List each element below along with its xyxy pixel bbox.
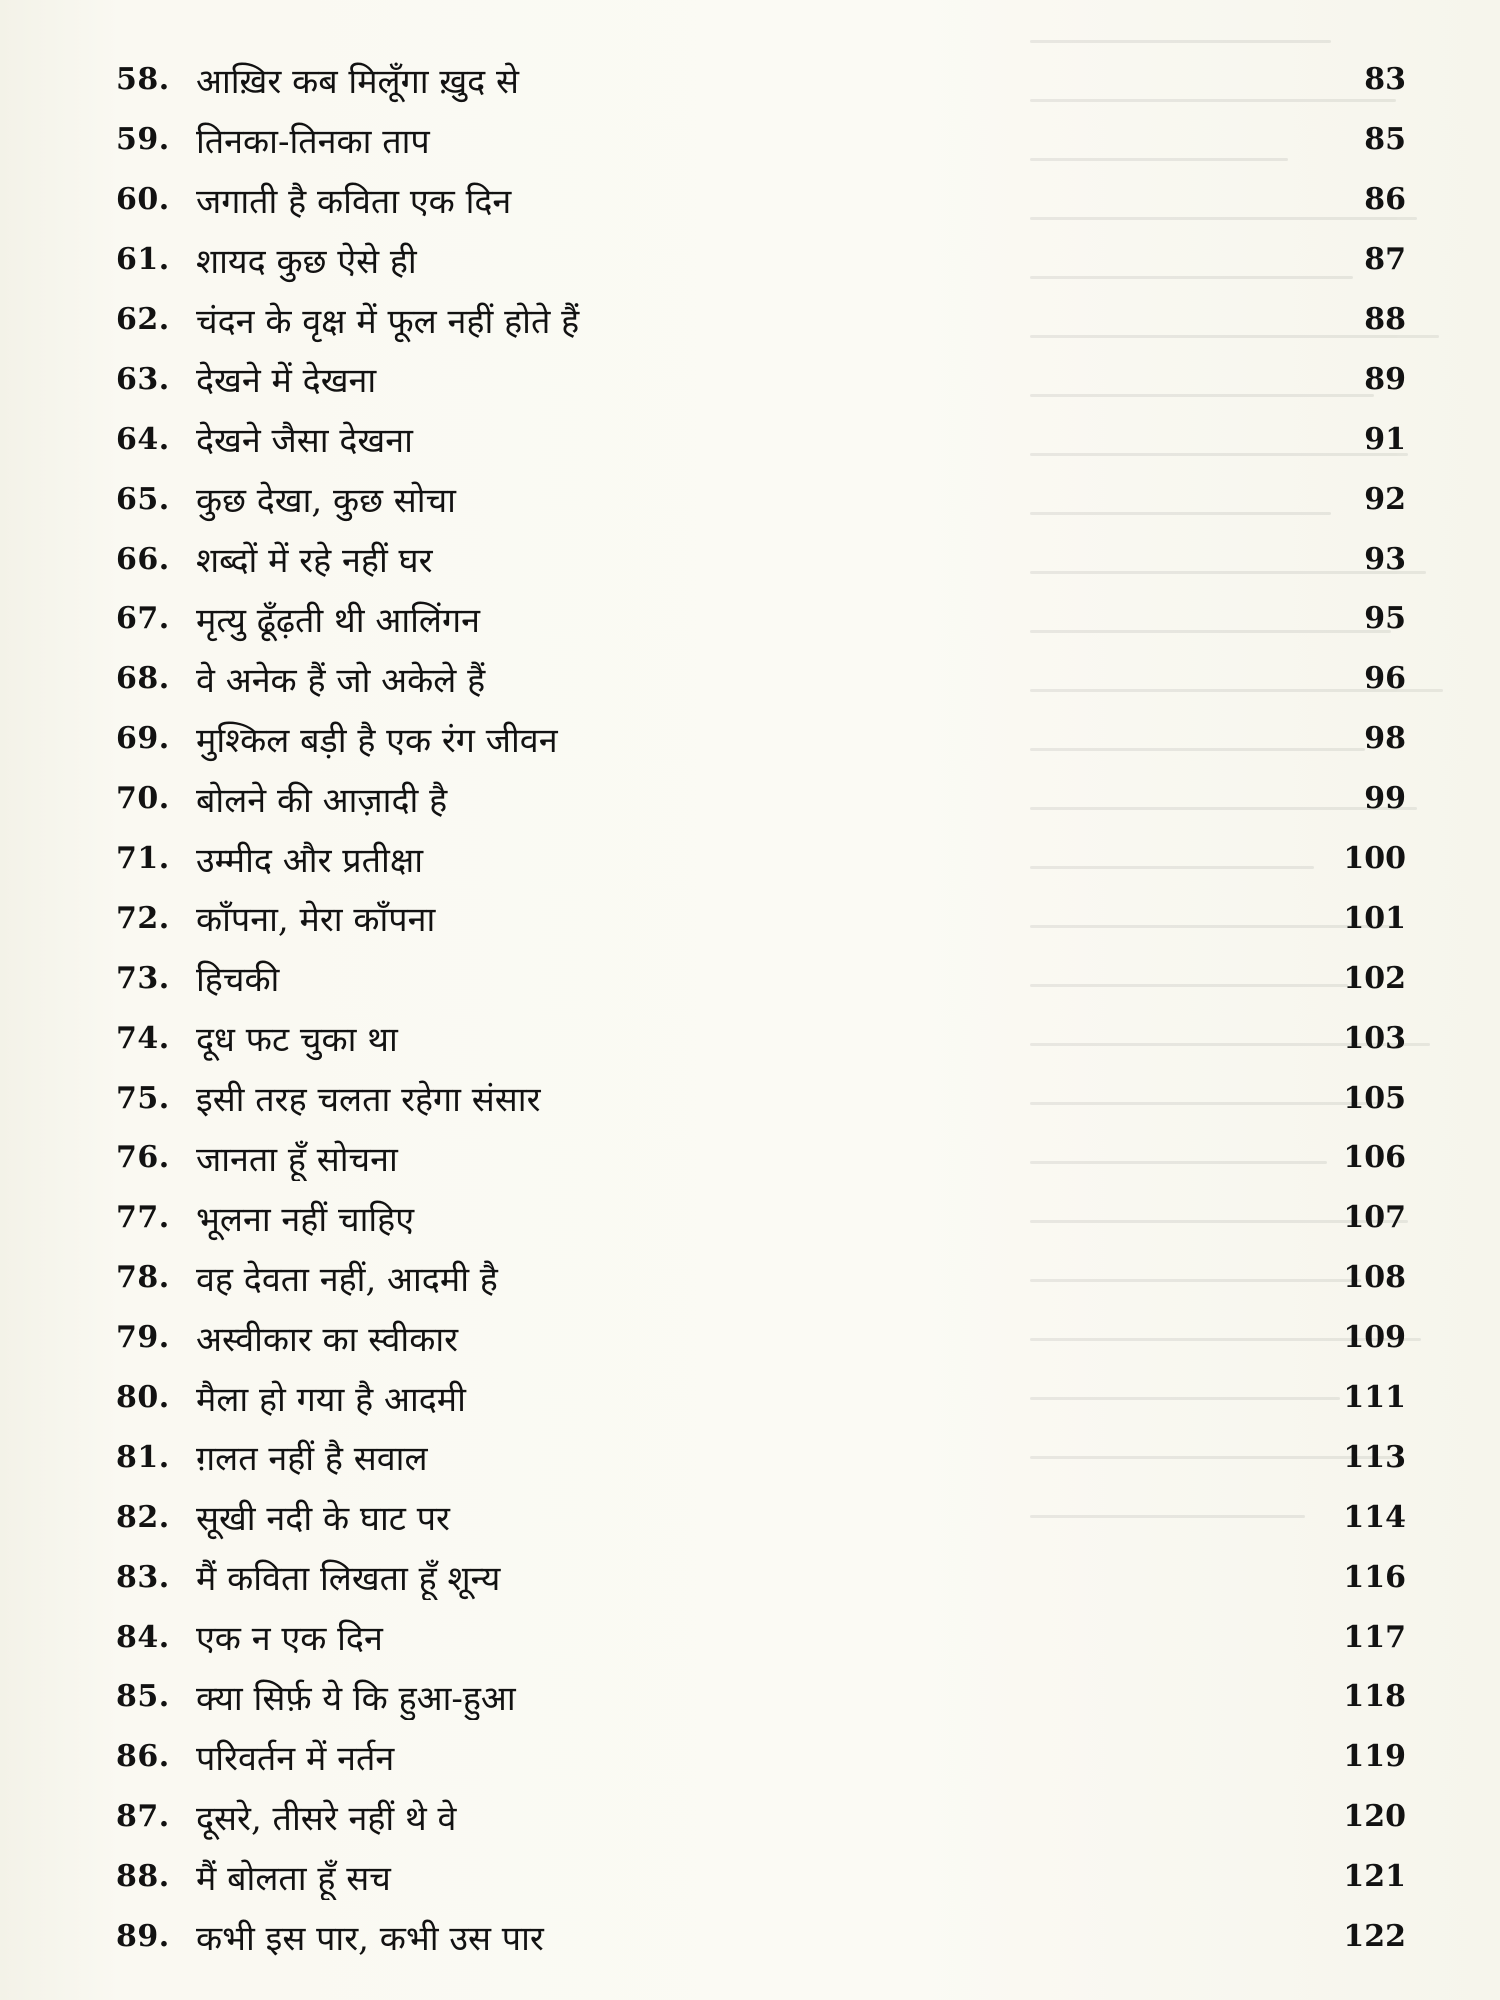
toc-entry-title: मैं कविता लिखता हूँ शून्य (196, 1559, 501, 1600)
toc-entry-number: 61. (116, 242, 170, 278)
toc-entry-page-number: 117 (1343, 1619, 1406, 1655)
toc-entry-page-number: 113 (1343, 1439, 1406, 1475)
toc-entry-title: मैला हो गया है आदमी (196, 1379, 466, 1420)
toc-entry-title: जानता हूँ सोचना (196, 1139, 398, 1180)
toc-entry-number: 62. (116, 302, 170, 337)
toc-entry (116, 529, 1406, 589)
toc-entry-page-number: 88 (1364, 302, 1406, 337)
toc-entry-title: चंदन के वृक्ष में फूल नहीं होते हैं (196, 301, 580, 342)
toc-entry (116, 349, 1406, 409)
toc-entry-number: 83. (116, 1559, 170, 1595)
toc-entry-page-number: 120 (1343, 1799, 1406, 1835)
toc-entry-page-number: 122 (1343, 1919, 1406, 1955)
toc-entry-number: 87. (116, 1799, 170, 1835)
toc-entry-number: 67. (116, 601, 170, 637)
toc-entry (116, 1907, 1406, 1967)
table-of-contents (116, 50, 1406, 1967)
toc-entry (116, 1607, 1406, 1667)
toc-entry-number: 80. (116, 1380, 170, 1416)
toc-entry-page-number: 85 (1364, 122, 1406, 158)
toc-entry-number: 86. (116, 1739, 170, 1775)
toc-entry-number: 74. (116, 1020, 170, 1056)
toc-entry-page-number: 111 (1343, 1380, 1406, 1416)
toc-entry (116, 1667, 1406, 1727)
toc-entry-page-number: 87 (1364, 242, 1406, 278)
toc-entry-page-number: 107 (1343, 1200, 1406, 1236)
toc-entry-number: 60. (116, 182, 170, 218)
toc-entry (116, 110, 1406, 170)
toc-entry-number: 82. (116, 1499, 170, 1535)
toc-entry-page-number: 109 (1343, 1320, 1406, 1356)
toc-entry-title: वह देवता नहीं, आदमी है (196, 1259, 498, 1300)
toc-entry-page-number: 116 (1343, 1559, 1406, 1595)
toc-entry-number: 76. (116, 1140, 170, 1176)
toc-entry-title: मैं बोलता हूँ सच (196, 1858, 391, 1899)
toc-entry-number: 71. (116, 841, 170, 877)
toc-entry (116, 1547, 1406, 1607)
toc-entry (116, 1248, 1406, 1308)
toc-entry-page-number: 83 (1364, 62, 1406, 98)
toc-entry-page-number: 108 (1343, 1260, 1406, 1296)
toc-entry (116, 1727, 1406, 1787)
toc-entry (116, 50, 1406, 110)
toc-entry-page-number: 99 (1364, 781, 1406, 817)
toc-entry-number: 58. (116, 62, 170, 98)
toc-entry-page-number: 105 (1343, 1080, 1406, 1116)
toc-entry-title: देखने में देखना (196, 361, 377, 402)
toc-entry (116, 649, 1406, 709)
toc-entry-number: 68. (116, 661, 170, 697)
toc-entry-number: 65. (116, 481, 170, 517)
toc-entry (116, 1487, 1406, 1547)
toc-entry (116, 1008, 1406, 1068)
toc-entry-page-number: 95 (1364, 601, 1406, 637)
toc-entry (116, 1787, 1406, 1847)
toc-entry (116, 1847, 1406, 1907)
toc-entry-number: 88. (116, 1859, 170, 1895)
toc-entry (116, 290, 1406, 350)
toc-entry-number: 63. (116, 361, 170, 397)
toc-entry-title: आख़िर कब मिलूँगा ख़ुद से (196, 61, 520, 102)
toc-entry (116, 409, 1406, 469)
toc-entry-number: 84. (116, 1619, 170, 1655)
toc-entry-title: बोलने की आज़ादी है (196, 780, 448, 821)
toc-entry (116, 469, 1406, 529)
toc-entry-number: 72. (116, 900, 170, 936)
toc-entry-title: शायद कुछ ऐसे ही (196, 241, 417, 282)
toc-entry-number: 66. (116, 541, 170, 577)
toc-entry-title: वे अनेक हैं जो अकेले हैं (196, 660, 486, 701)
toc-entry-number: 79. (116, 1320, 170, 1356)
toc-entry (116, 829, 1406, 889)
toc-entry-title: मुश्किल बड़ी है एक रंग जीवन (196, 720, 558, 761)
toc-entry-title: मृत्यु ढूँढ़ती थी आलिंगन (196, 600, 480, 641)
toc-entry-number: 73. (116, 960, 170, 996)
toc-entry-page-number: 103 (1343, 1020, 1406, 1056)
toc-entry-title: हिचकी (196, 960, 280, 1001)
toc-entry-number: 64. (116, 421, 170, 457)
toc-entry-title: देखने जैसा देखना (196, 421, 413, 462)
toc-entry (116, 709, 1406, 769)
toc-entry-page-number: 93 (1364, 541, 1406, 577)
toc-entry-number: 77. (116, 1200, 170, 1236)
toc-entry-number: 78. (116, 1260, 170, 1296)
toc-entry-page-number: 106 (1343, 1140, 1406, 1176)
toc-entry (116, 1128, 1406, 1188)
toc-entry-page-number: 101 (1343, 900, 1406, 936)
toc-entry (116, 1068, 1406, 1128)
toc-entry (116, 888, 1406, 948)
toc-entry (116, 769, 1406, 829)
toc-entry-title: सूखी नदी के घाट पर (196, 1499, 450, 1540)
toc-entry-page-number: 100 (1343, 841, 1406, 877)
toc-entry-page-number: 91 (1364, 421, 1406, 457)
toc-entry-title: जगाती है कविता एक दिन (196, 181, 512, 222)
toc-entry (116, 230, 1406, 290)
toc-entry-title: काँपना, मेरा काँपना (196, 900, 436, 941)
toc-entry-number: 75. (116, 1080, 170, 1116)
toc-entry-title: परिवर्तन में नर्तन (196, 1738, 395, 1779)
toc-entry-number: 59. (116, 122, 170, 158)
toc-entry-title: ग़लत नहीं है सवाल (196, 1439, 428, 1480)
toc-entry-page-number: 114 (1343, 1499, 1406, 1535)
toc-entry (116, 1427, 1406, 1487)
toc-entry-title: अस्वीकार का स्वीकार (196, 1319, 459, 1360)
toc-entry-title: इसी तरह चलता रहेगा संसार (196, 1080, 541, 1121)
toc-entry-page-number: 119 (1343, 1739, 1406, 1775)
toc-entry-page-number: 102 (1343, 960, 1406, 996)
toc-entry (116, 1308, 1406, 1368)
toc-entry-page-number: 92 (1364, 481, 1406, 517)
toc-entry-title: दूध फट चुका था (196, 1020, 398, 1061)
toc-entry (116, 170, 1406, 230)
toc-entry-number: 89. (116, 1919, 170, 1955)
toc-entry-number: 70. (116, 781, 170, 817)
toc-entry (116, 948, 1406, 1008)
toc-entry (116, 589, 1406, 649)
toc-entry-number: 69. (116, 721, 170, 757)
toc-entry-page-number: 121 (1343, 1859, 1406, 1895)
toc-entry-number: 81. (116, 1439, 170, 1475)
toc-entry-title: तिनका-तिनका ताप (196, 121, 430, 162)
toc-entry (116, 1368, 1406, 1428)
toc-entry-title: कभी इस पार, कभी उस पार (196, 1918, 544, 1959)
toc-entry-page-number: 86 (1364, 182, 1406, 218)
toc-entry-title: कुछ देखा, कुछ सोचा (196, 481, 456, 522)
toc-entry-title: भूलना नहीं चाहिए (196, 1199, 415, 1240)
toc-entry-page-number: 96 (1364, 661, 1406, 697)
toc-entry-number: 85. (116, 1679, 170, 1715)
toc-entry-page-number: 118 (1343, 1679, 1406, 1715)
toc-entry-title: शब्दों में रहे नहीं घर (196, 541, 433, 582)
toc-entry-title: उम्मीद और प्रतीक्षा (196, 840, 424, 881)
toc-entry-page-number: 98 (1364, 721, 1406, 757)
toc-entry-title: एक न एक दिन (196, 1619, 383, 1660)
toc-entry (116, 1188, 1406, 1248)
toc-entry-title: दूसरे, तीसरे नहीं थे वे (196, 1798, 457, 1839)
toc-entry-page-number: 89 (1364, 361, 1406, 397)
toc-entry-title: क्या सिर्फ़ ये कि हुआ-हुआ (196, 1678, 516, 1719)
